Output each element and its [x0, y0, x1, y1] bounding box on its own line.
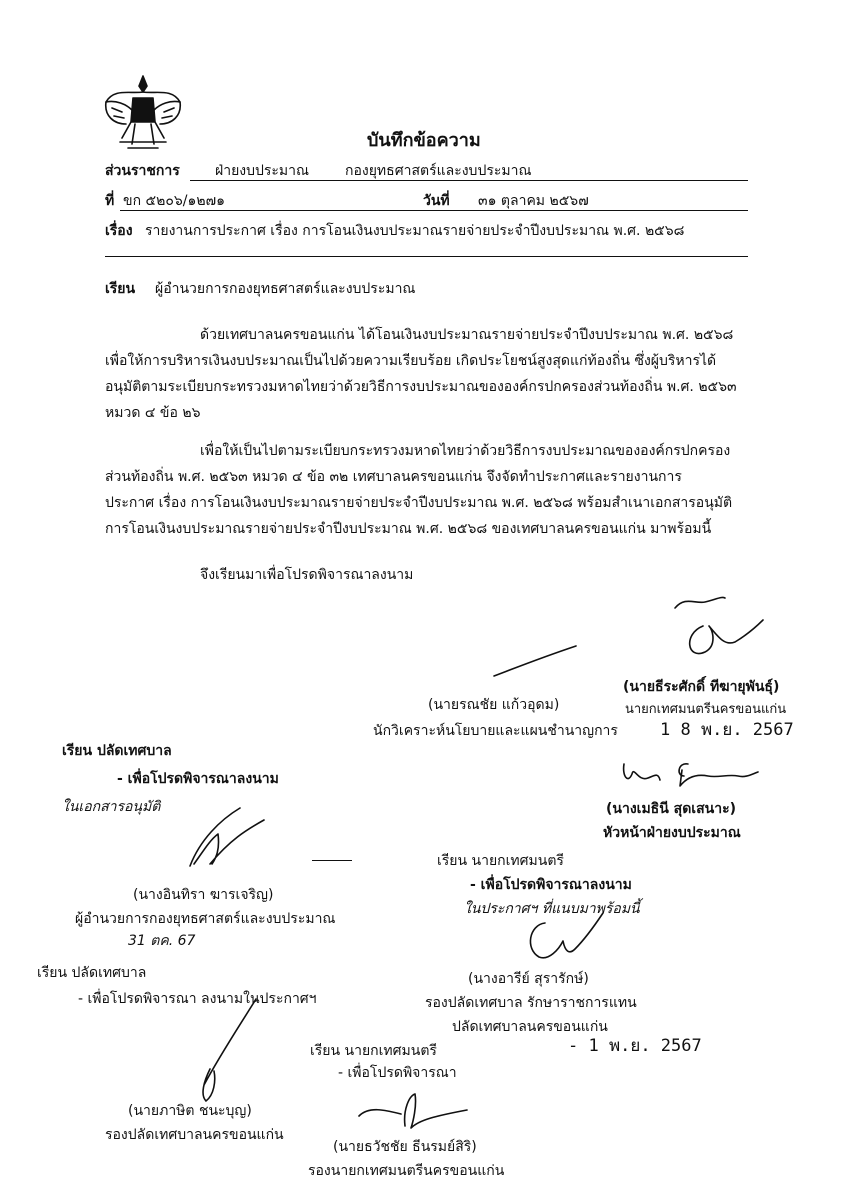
annotation-2-line1: เรียน นายกเทศมนตรี [437, 853, 564, 869]
signature-phasit [170, 995, 260, 1105]
ref-number: ขก ๕๒๐๖/๑๒๗๑ [123, 193, 225, 209]
body-p1-line2: เพื่อให้การบริหารเงินงบประมาณเป็นไปด้วยความเรียบร้อย เกิดประโยชน์สูงสุดแก่ท้องถิ่น ซึ่งผู้บริหารได้ [105, 353, 717, 369]
received-date-stamp-1: 1 8 พ.ย. 2567 [660, 720, 794, 740]
subject-underline [105, 256, 748, 257]
annotation-2-line3: ในประกาศฯ ที่แนบมาพร้อมนี้ [464, 901, 640, 917]
signature-aree [515, 905, 605, 965]
ref-underline [120, 210, 748, 211]
signer-2-title: นายกเทศมนตรีนครขอนแก่น [625, 702, 787, 717]
closing-text: จึงเรียนมาเพื่อโปรดพิจารณาลงนาม [200, 567, 414, 583]
agency-division: กองยุทธศาสตร์และงบประมาณ [345, 163, 532, 179]
body-p2-line2: ส่วนท้องถิ่น พ.ศ. ๒๕๖๓ หมวด ๔ ข้อ ๓๒ เทศบาลนครขอนแก่น จึงจัดทำประกาศและรายงานการ [105, 469, 682, 485]
signature-inthira [180, 800, 270, 870]
signer-6-name: (นายภาษิต ชนะบุญ) [128, 1103, 252, 1119]
garuda-emblem [100, 72, 186, 154]
annotation-3-line1: เรียน ปลัดเทศบาล [37, 965, 147, 981]
signer-2-name: (นายธีระศักดิ์ ทีฆายุพันธุ์) [623, 679, 780, 695]
signature-theerasak [665, 590, 765, 670]
body-p2-line3: ประกาศ เรื่อง การโอนเงินงบประมาณรายจ่ายประจำปีงบประมาณ พ.ศ. ๒๕๖๘ พร้อมสำเนาเอกสารอนุมัติ [105, 495, 733, 511]
signer-4-title: ผู้อำนวยการกองยุทธศาสตร์และงบประมาณ [75, 911, 336, 927]
subject-text: รายงานการประกาศ เรื่อง การโอนเงินงบประมาณรายจ่ายประจำปีงบประมาณ พ.ศ. ๒๕๖๘ [145, 223, 685, 239]
annotation-4-line2: - เพื่อโปรดพิจารณา [338, 1065, 457, 1081]
signature-ronnachai [490, 640, 580, 680]
body-p2-line1: เพื่อให้เป็นไปตามระเบียบกระทรวงมหาดไทยว่าด้วยวิธีการงบประมาณขององค์กรปกครอง [200, 443, 731, 459]
annotation-3-line2: - เพื่อโปรดพิจารณา ลงนามในประกาศฯ [78, 991, 317, 1007]
annotation-1-line2: - เพื่อโปรดพิจารณาลงนาม [117, 771, 279, 787]
signer-3-name: (นางเมธินี สุดเสนาะ) [606, 801, 736, 817]
separator-dash [312, 860, 352, 861]
signer-7-title: รองนายกเทศมนตรีนครขอนแก่น [308, 1163, 505, 1179]
to-text: ผู้อำนวยการกองยุทธศาสตร์และงบประมาณ [155, 281, 416, 297]
body-p2-line4: การโอนเงินงบประมาณรายจ่ายประจำปีงบประมาณ พ.ศ. ๒๕๖๘ ของเทศบาลนครขอนแก่น มาพร้อมนี้ [105, 521, 712, 537]
date-label: วันที่ [423, 193, 450, 209]
signer-1-title: นักวิเคราะห์นโยบายและแผนชำนาญการ [373, 723, 618, 739]
signer-7-name: (นายธวัชชัย ธีนรมย์สิริ) [333, 1139, 477, 1155]
subject-label: เรื่อง [105, 223, 133, 239]
date-value: ๓๑ ตุลาคม ๒๕๖๗ [478, 193, 589, 209]
body-p1-line3: อนุมัติตามระเบียบกระทรวงมหาดไทยว่าด้วยวิธีการงบประมาณขององค์กรปกครองส่วนท้องถิ่น พ.ศ. ๒๕๖๓ [105, 379, 737, 395]
signer-6-title: รองปลัดเทศบาลนครขอนแก่น [105, 1127, 284, 1143]
agency-label: ส่วนราชการ [105, 163, 180, 179]
annotation-1-line1: เรียน ปลัดเทศบาล [62, 743, 172, 759]
annotation-2-line2: - เพื่อโปรดพิจารณาลงนาม [470, 877, 632, 893]
signature-thawatchai [355, 1086, 475, 1136]
signer-4-date: 31 ตค. 67 [128, 933, 196, 949]
ref-label: ที่ [105, 193, 115, 209]
to-label: เรียน [105, 281, 136, 297]
signer-1-name: (นายรณชัย แก้วอุดม) [428, 697, 560, 713]
signer-5-title-2: ปลัดเทศบาลนครขอนแก่น [452, 1019, 608, 1035]
annotation-1-line3: ในเอกสารอนุมัติ [62, 799, 161, 815]
memo-title: บันทึกข้อความ [367, 130, 481, 151]
signer-5-title-1: รองปลัดเทศบาล รักษาราชการแทน [425, 995, 637, 1011]
agency-underline [190, 180, 748, 181]
signer-3-title: หัวหน้าฝ่ายงบประมาณ [603, 825, 741, 841]
received-date-stamp-2: - 1 พ.ย. 2567 [568, 1036, 702, 1056]
body-p1-line4: หมวด ๔ ข้อ ๒๖ [105, 405, 201, 421]
body-p1-line1: ด้วยเทศบาลนครขอนแก่น ได้โอนเงินงบประมาณรายจ่ายประจำปีงบประมาณ พ.ศ. ๒๕๖๘ [200, 327, 734, 343]
annotation-4-line1: เรียน นายกเทศมนตรี [310, 1043, 437, 1059]
signer-5-name: (นางอารีย์ สุรารักษ์) [468, 971, 589, 987]
agency-unit: ฝ่ายงบประมาณ [215, 163, 309, 179]
signature-methinee [618, 752, 768, 792]
signer-4-name: (นางอินทิรา ฆารเจริญ) [133, 887, 274, 903]
